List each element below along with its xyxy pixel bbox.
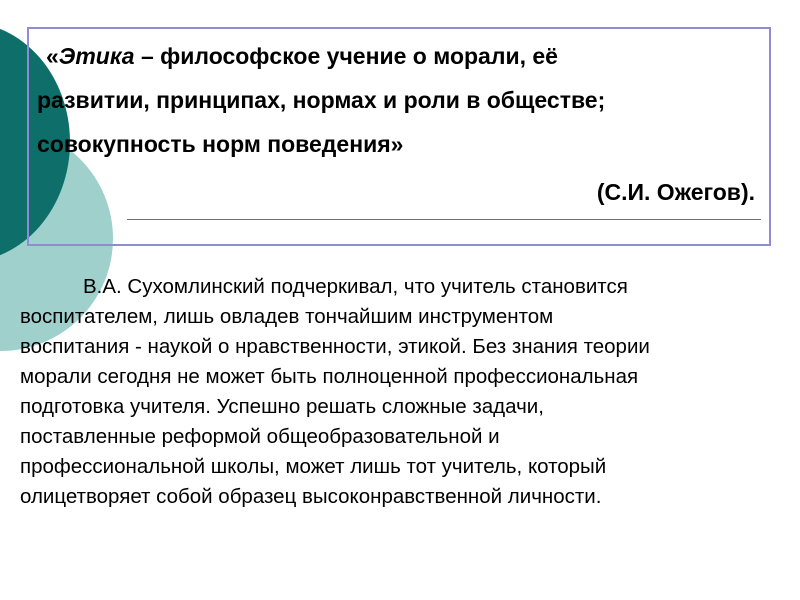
body-paragraph <box>20 272 780 512</box>
quote-term: Этика <box>58 43 135 69</box>
body-line: профессиональной школы, может лишь тот учитель, который <box>20 455 607 478</box>
quote-divider <box>127 219 761 220</box>
body-line: воспитателем, лишь овладев тончайшим инструментом <box>20 305 554 328</box>
quote-box <box>27 27 771 246</box>
quote-open-mark: « <box>46 43 59 69</box>
quote-line-3: совокупность норм поведения» <box>37 131 404 157</box>
body-line: морали сегодня не может быть полноценной профессиональная <box>20 365 639 388</box>
body-line: воспитания - наукой о нравственности, этикой. Без знания теории <box>20 335 650 358</box>
quote-author: (С.И. Ожегов). <box>596 179 755 205</box>
quote-line-1-rest: – философское учение о морали, её <box>134 43 558 69</box>
quote-line-2: развитии, принципах, нормах и роли в обществе; <box>37 87 606 113</box>
body-line: подготовка учителя. Успешно решать сложные задачи, <box>20 395 544 418</box>
body-line: В.А. Сухомлинский подчеркивал, что учитель становится <box>83 275 628 298</box>
body-line: олицетворяет собой образец высоконравственной личности. <box>20 485 602 508</box>
quote-line-1 <box>46 43 558 70</box>
body-line: поставленные реформой общеобразовательной и <box>20 425 500 448</box>
